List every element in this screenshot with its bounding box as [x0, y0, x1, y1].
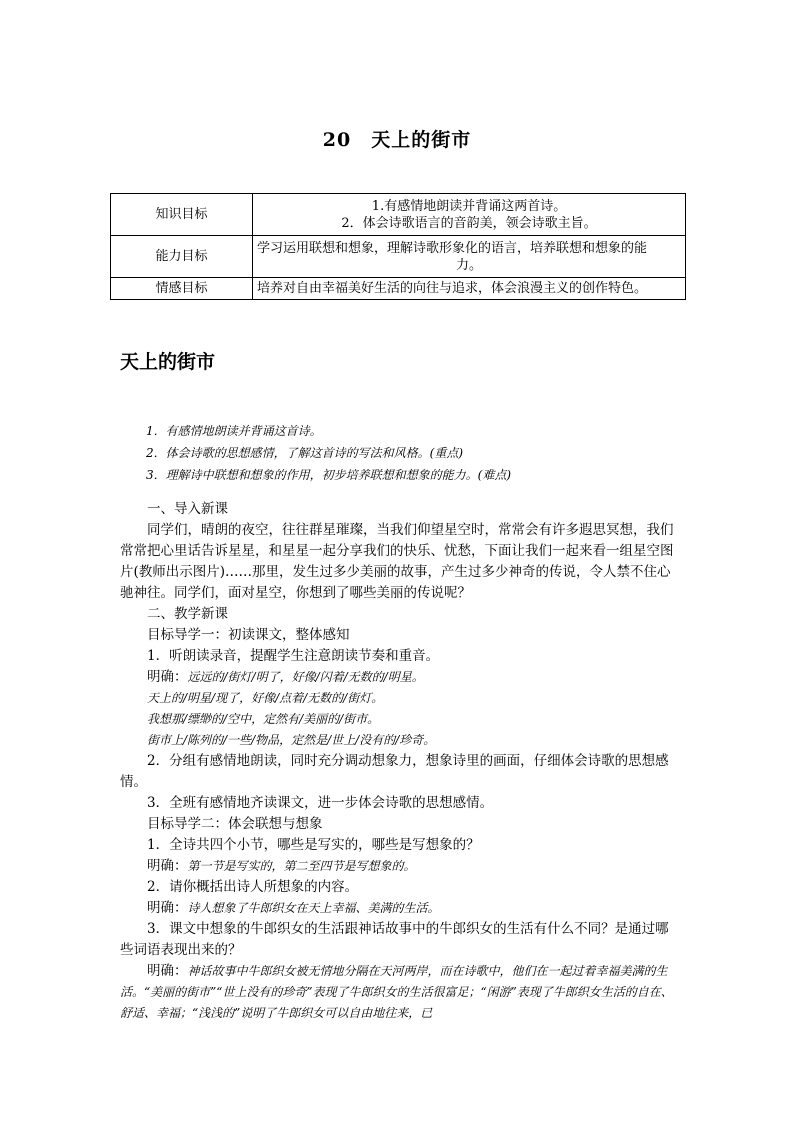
list-item: 2．体会诗歌的思想感情，了解这首诗的写法和风格。(重点)	[146, 446, 464, 460]
objectives-list	[146, 420, 706, 486]
answer-label: 明确：	[147, 963, 188, 979]
goal-label: 情感目标	[111, 278, 253, 300]
paragraph: 同学们，晴朗的夜空，往往群星璀璨，当我们仰望星空时，常常会有许多遐思冥想，我们常常把心里话告诉星星，和星星一起分享我们的快乐、忧愁，下面让我们一起来看一组星空图片(教师出示图片)……那里，发生过多少美丽的故事，产生过多少神奇的传说，令人禁不住心驰神往。同学们，面对星空，你想到了哪些美丽的传说呢？	[120, 522, 674, 601]
guide-heading: 目标导学一：初读课文，整体感知	[147, 627, 350, 643]
answer-text: 诗人想象了牛郎织女在天上幸福、美满的生活。	[187, 901, 440, 915]
answer	[120, 961, 680, 1024]
answer	[120, 898, 680, 919]
question: 1．全诗共四个小节，哪些是写实的，哪些是写想象的？	[147, 837, 480, 853]
goal-content	[253, 278, 686, 300]
list-item: 1．有感情地朗读并背诵这首诗。	[146, 424, 322, 438]
table-row	[111, 194, 686, 236]
goal-line: 1.有感情地朗读并背诵这两首诗。	[371, 198, 567, 214]
goal-content	[253, 194, 686, 236]
question: 3．全班有感情地齐读课文，进一步体会诗歌的思想感情。	[147, 795, 494, 811]
goal-line: 力。	[455, 257, 482, 273]
document-title: 20 天上的街市	[322, 129, 472, 151]
poem-line: 街市上/陈列的/一些/物品，定然是/世上/没有的/珍奇。	[147, 733, 436, 747]
list-item: 3．理解诗中联想和想象的作用，初步培养联想和想象的能力。(难点)	[146, 468, 512, 482]
question: 2．分组有感情地朗读，同时充分调动想象力，想象诗里的画面，仔细体会诗歌的思想感情。	[120, 753, 669, 790]
answer-text: 神话故事中牛郎织女被无情地分隔在天河两岸，而在诗歌中，他们在一起过着幸福美满的生活。“美丽的街市”“世上没有的珍奇”表现了牛郎织女的生活很富足；“闲游”表现了牛郎织女生活的自在、舒适、幸福；“浅浅的”说明了牛郎织女可以自由地往来，已	[120, 964, 673, 1020]
answer-label: 明确：	[147, 900, 188, 916]
goal-label: 知识目标	[111, 194, 253, 236]
part-heading: 二、教学新课	[147, 606, 228, 622]
goal-line: 培养对自由幸福美好生活的向往与追求，体会浪漫主义的创作特色。	[257, 281, 648, 296]
answer	[120, 667, 680, 688]
answer	[120, 856, 680, 877]
poem-line: 我想那/缥缈的/空中，定然有/美丽的/街市。	[147, 712, 380, 726]
goal-content	[253, 236, 686, 278]
answer-text: 第一节是写实的，第二至四节是写想象的。	[187, 859, 416, 873]
section-title: 天上的街市	[120, 351, 216, 373]
goal-label: 能力目标	[111, 236, 253, 278]
answer-label: 明确：	[147, 858, 188, 874]
goal-line: 2．体会诗歌语言的音韵美，领会诗歌主旨。	[341, 215, 597, 231]
goal-line: 学习运用联想和想象，理解诗歌形象化的语言，培养联想和想象的能	[257, 240, 648, 256]
question: 2．请你概括出诗人所想象的内容。	[147, 879, 359, 895]
answer-label: 明确：	[147, 669, 188, 685]
answer-text: 远远的/街灯/明了，好像/闪着/无数的/明星。	[187, 670, 424, 684]
table-row	[111, 278, 686, 300]
goals-table	[110, 193, 686, 300]
part-heading: 一、导入新课	[147, 501, 228, 517]
guide-heading: 目标导学二：体会联想与想象	[147, 816, 323, 832]
table-row	[111, 236, 686, 278]
poem-line: 天上的/明星/现了，好像/点着/无数的/街灯。	[147, 691, 384, 705]
question: 3．课文中想象的牛郎织女的生活跟神话故事中的牛郎织女的生活有什么不同？是通过哪些词语表现出来的？	[120, 921, 669, 958]
question: 1．听朗读录音，提醒学生注意朗读节奏和重音。	[147, 648, 440, 664]
lesson-body	[120, 499, 680, 1024]
